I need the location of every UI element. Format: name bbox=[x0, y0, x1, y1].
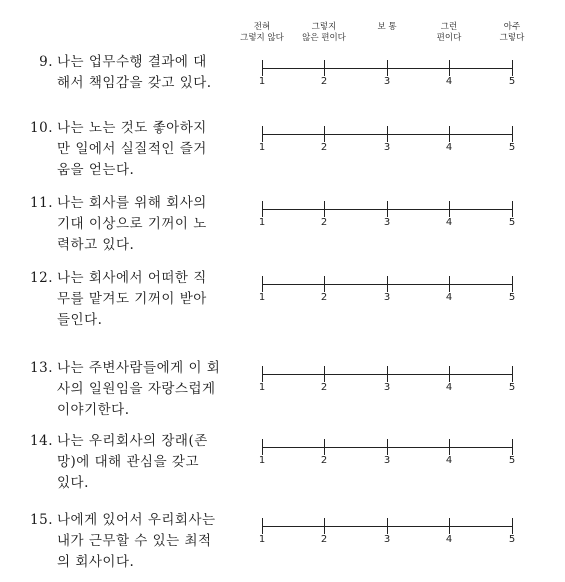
scale-point-label: 2 bbox=[320, 142, 328, 153]
likert-scale[interactable] bbox=[0, 126, 565, 158]
scale-point-label: 2 bbox=[320, 217, 328, 228]
question-text: 나는 주변사람들에게 이 회 사의 일원임을 자랑스럽게 이야기한다. bbox=[57, 360, 221, 418]
scale-tick-3[interactable] bbox=[387, 126, 388, 142]
question-number: 10. bbox=[30, 120, 53, 136]
scale-point-label: 4 bbox=[445, 217, 453, 228]
scale-tick-4[interactable] bbox=[449, 439, 450, 455]
scale-point-label: 1 bbox=[258, 382, 266, 393]
likert-scale[interactable] bbox=[0, 366, 565, 398]
scale-tick-1[interactable] bbox=[262, 439, 263, 455]
scale-point-label: 1 bbox=[258, 292, 266, 303]
scale-point-label: 1 bbox=[258, 455, 266, 466]
scale-point-label: 2 bbox=[320, 292, 328, 303]
scale-point-label: 2 bbox=[320, 455, 328, 466]
scale-point-label: 4 bbox=[445, 292, 453, 303]
question-number: 15. bbox=[30, 512, 53, 528]
scale-tick-5[interactable] bbox=[512, 60, 513, 76]
scale-point-label: 3 bbox=[383, 382, 391, 393]
scale-point-label: 5 bbox=[508, 76, 516, 87]
scale-point-label: 5 bbox=[508, 534, 516, 545]
scale-point-label: 4 bbox=[445, 142, 453, 153]
scale-point-label: 5 bbox=[508, 292, 516, 303]
scale-tick-1[interactable] bbox=[262, 60, 263, 76]
scale-tick-3[interactable] bbox=[387, 518, 388, 534]
question-number: 12. bbox=[30, 270, 53, 286]
likert-scale[interactable] bbox=[0, 518, 565, 550]
likert-scale[interactable] bbox=[0, 201, 565, 233]
scale-tick-4[interactable] bbox=[449, 60, 450, 76]
scale-tick-3[interactable] bbox=[387, 60, 388, 76]
scale-point-label: 1 bbox=[258, 76, 266, 87]
scale-tick-5[interactable] bbox=[512, 126, 513, 142]
scale-point-label: 3 bbox=[383, 76, 391, 87]
scale-tick-4[interactable] bbox=[449, 276, 450, 292]
scale-tick-3[interactable] bbox=[387, 201, 388, 217]
scale-tick-4[interactable] bbox=[449, 518, 450, 534]
scale-point-label: 3 bbox=[383, 217, 391, 228]
scale-point-label: 1 bbox=[258, 142, 266, 153]
scale-tick-5[interactable] bbox=[512, 201, 513, 217]
scale-tick-5[interactable] bbox=[512, 276, 513, 292]
question-text: 나는 업무수행 결과에 대 해서 책임감을 갖고 있다. bbox=[57, 54, 212, 91]
scale-tick-3[interactable] bbox=[387, 276, 388, 292]
likert-scale[interactable] bbox=[0, 276, 565, 308]
scale-tick-2[interactable] bbox=[324, 439, 325, 455]
scale-point-label: 2 bbox=[320, 382, 328, 393]
likert-scale[interactable] bbox=[0, 60, 565, 92]
scale-tick-2[interactable] bbox=[324, 276, 325, 292]
scale-point-label: 5 bbox=[508, 382, 516, 393]
scale-header-label-4: 그런 편이다 bbox=[436, 22, 462, 43]
scale-tick-2[interactable] bbox=[324, 126, 325, 142]
scale-point-label: 4 bbox=[445, 76, 453, 87]
scale-point-label: 3 bbox=[383, 455, 391, 466]
question-text: 나는 회사를 위해 회사의 기대 이상으로 기꺼이 노 력하고 있다. bbox=[57, 195, 207, 253]
scale-point-label: 5 bbox=[508, 217, 516, 228]
scale-point-label: 5 bbox=[508, 455, 516, 466]
scale-header-label-2: 그렇지 않은 편이다 bbox=[302, 22, 346, 43]
scale-point-label: 4 bbox=[445, 382, 453, 393]
scale-tick-2[interactable] bbox=[324, 60, 325, 76]
scale-tick-5[interactable] bbox=[512, 439, 513, 455]
scale-point-label: 3 bbox=[383, 534, 391, 545]
scale-tick-2[interactable] bbox=[324, 518, 325, 534]
scale-tick-4[interactable] bbox=[449, 366, 450, 382]
scale-point-label: 5 bbox=[508, 142, 516, 153]
scale-point-label: 2 bbox=[320, 534, 328, 545]
scale-point-label: 2 bbox=[320, 76, 328, 87]
scale-header-label-1: 전혀 그렇지 않다 bbox=[240, 22, 284, 43]
question-text: 나에게 있어서 우리회사는 내가 근무할 수 있는 최적 의 회사이다. bbox=[57, 512, 216, 570]
scale-tick-1[interactable] bbox=[262, 126, 263, 142]
question-number: 9. bbox=[39, 54, 53, 70]
scale-tick-3[interactable] bbox=[387, 439, 388, 455]
scale-point-label: 4 bbox=[445, 455, 453, 466]
scale-tick-4[interactable] bbox=[449, 201, 450, 217]
question-number: 13. bbox=[30, 360, 53, 376]
scale-point-label: 3 bbox=[383, 292, 391, 303]
scale-point-label: 1 bbox=[258, 534, 266, 545]
scale-header-label-5: 아주 그렇다 bbox=[499, 22, 525, 43]
scale-tick-5[interactable] bbox=[512, 366, 513, 382]
scale-point-label: 4 bbox=[445, 534, 453, 545]
scale-tick-1[interactable] bbox=[262, 276, 263, 292]
likert-scale[interactable] bbox=[0, 439, 565, 471]
scale-tick-1[interactable] bbox=[262, 518, 263, 534]
scale-point-label: 3 bbox=[383, 142, 391, 153]
question-text: 나는 우리회사의 장래(존 망)에 대해 관심을 갖고 있다. bbox=[57, 433, 208, 491]
question-number: 14. bbox=[30, 433, 53, 449]
question-text: 나는 회사에서 어떠한 직 무를 맡겨도 기꺼이 받아 들인다. bbox=[57, 270, 207, 328]
scale-tick-2[interactable] bbox=[324, 366, 325, 382]
scale-tick-5[interactable] bbox=[512, 518, 513, 534]
scale-point-label: 1 bbox=[258, 217, 266, 228]
scale-tick-2[interactable] bbox=[324, 201, 325, 217]
question-text: 나는 노는 것도 좋아하지 만 일에서 실질적인 즐거 움을 얻는다. bbox=[57, 120, 207, 178]
scale-tick-1[interactable] bbox=[262, 366, 263, 382]
scale-tick-1[interactable] bbox=[262, 201, 263, 217]
scale-tick-3[interactable] bbox=[387, 366, 388, 382]
question-number: 11. bbox=[30, 195, 53, 211]
scale-header-label-3: 보 통 bbox=[377, 22, 397, 32]
scale-tick-4[interactable] bbox=[449, 126, 450, 142]
